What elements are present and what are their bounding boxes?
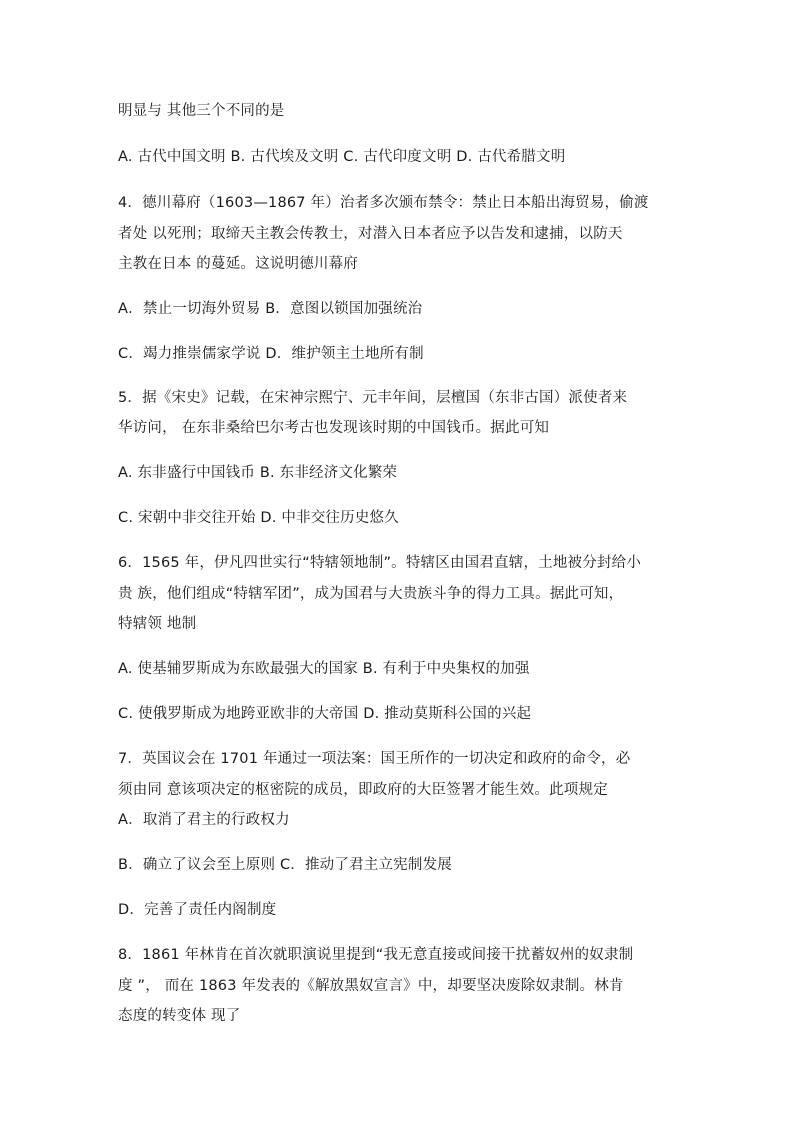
- question-5-options-cd: C. 宋朝中非交往开始 D. 中非交往历史悠久: [118, 510, 399, 526]
- question-6-options-cd: C. 使俄罗斯成为地跨亚欧非的大帝国 D. 推动莫斯科公国的兴起: [118, 706, 532, 722]
- question-6-stem-line-2: 贵 族，他们组成“特辖军团”，成为国君与大贵族斗争的得力工具。据此可知，: [118, 586, 624, 602]
- question-7-options-bc: B．确立了议会至上原则 C．推动了君主立宪制发展: [118, 857, 452, 873]
- question-7-stem-line-2: 须由同 意该项决定的枢密院的成员，即政府的大臣签署才能生效。此项规定: [118, 782, 608, 798]
- question-7-option-d: D．完善了责任内阁制度: [118, 902, 277, 918]
- question-3-options: A. 古代中国文明 B. 古代埃及文明 C. 古代印度文明 D. 古代希腊文明: [118, 149, 566, 165]
- question-7-option-a: A．取消了君主的行政权力: [118, 812, 290, 828]
- question-4-options-ab: A．禁止一切海外贸易 B．意图以锁国加强统治: [118, 301, 423, 317]
- question-7-stem-line-1: 7．英国议会在 1701 年通过一项法案：国王所作的一切决定和政府的命令，必: [118, 751, 631, 767]
- question-6-stem-line-1: 6．1565 年，伊凡四世实行“特辖领地制”。特辖区由国君直辖，土地被分封给小: [118, 555, 642, 571]
- question-8-stem-line-1: 8．1861 年林肯在首次就职演说里提到“我无意直接或间接干扰蓄奴州的奴隶制: [118, 947, 634, 963]
- question-6-stem-line-3: 特辖领 地制: [118, 616, 197, 632]
- question-5-options-ab: A. 东非盛行中国钱币 B. 东非经济文化繁荣: [118, 465, 398, 481]
- question-8-stem-line-3: 态度的转变体 现了: [118, 1008, 241, 1024]
- question-4-options-cd: C．竭力推崇儒家学说 D．维护领主土地所有制: [118, 346, 424, 362]
- question-5-stem-line-1: 5．据《宋史》记载，在宋神宗熙宁、元丰年间，层檀国（东非古国）派使者来: [118, 390, 628, 406]
- question-8-stem-line-2: 度 ”， 而在 1863 年发表的《解放黑奴宣言》中，却要坚决废除奴隶制。林肯: [118, 978, 624, 994]
- question-6-options-ab: A. 使基辅罗斯成为东欧最强大的国家 B. 有利于中央集权的加强: [118, 661, 530, 677]
- question-4-stem-line-1: 4．德川幕府（1603—1867 年）治者多次颁布禁令：禁止日本船出海贸易，偷渡: [118, 195, 649, 211]
- question-5-stem-line-2: 华访问， 在东非桑给巴尔考古也发现该时期的中国钱币。据此可知: [118, 420, 550, 436]
- question-3-stem-continued: 明显与 其他三个不同的是: [118, 103, 285, 119]
- question-4-stem-line-3: 主教在日本 的蔓延。这说明德川幕府: [118, 256, 359, 272]
- question-4-stem-line-2: 者处 以死刑；取缔天主教会传教士，对潜入日本者应予以告发和逮捕，以防天: [118, 226, 623, 242]
